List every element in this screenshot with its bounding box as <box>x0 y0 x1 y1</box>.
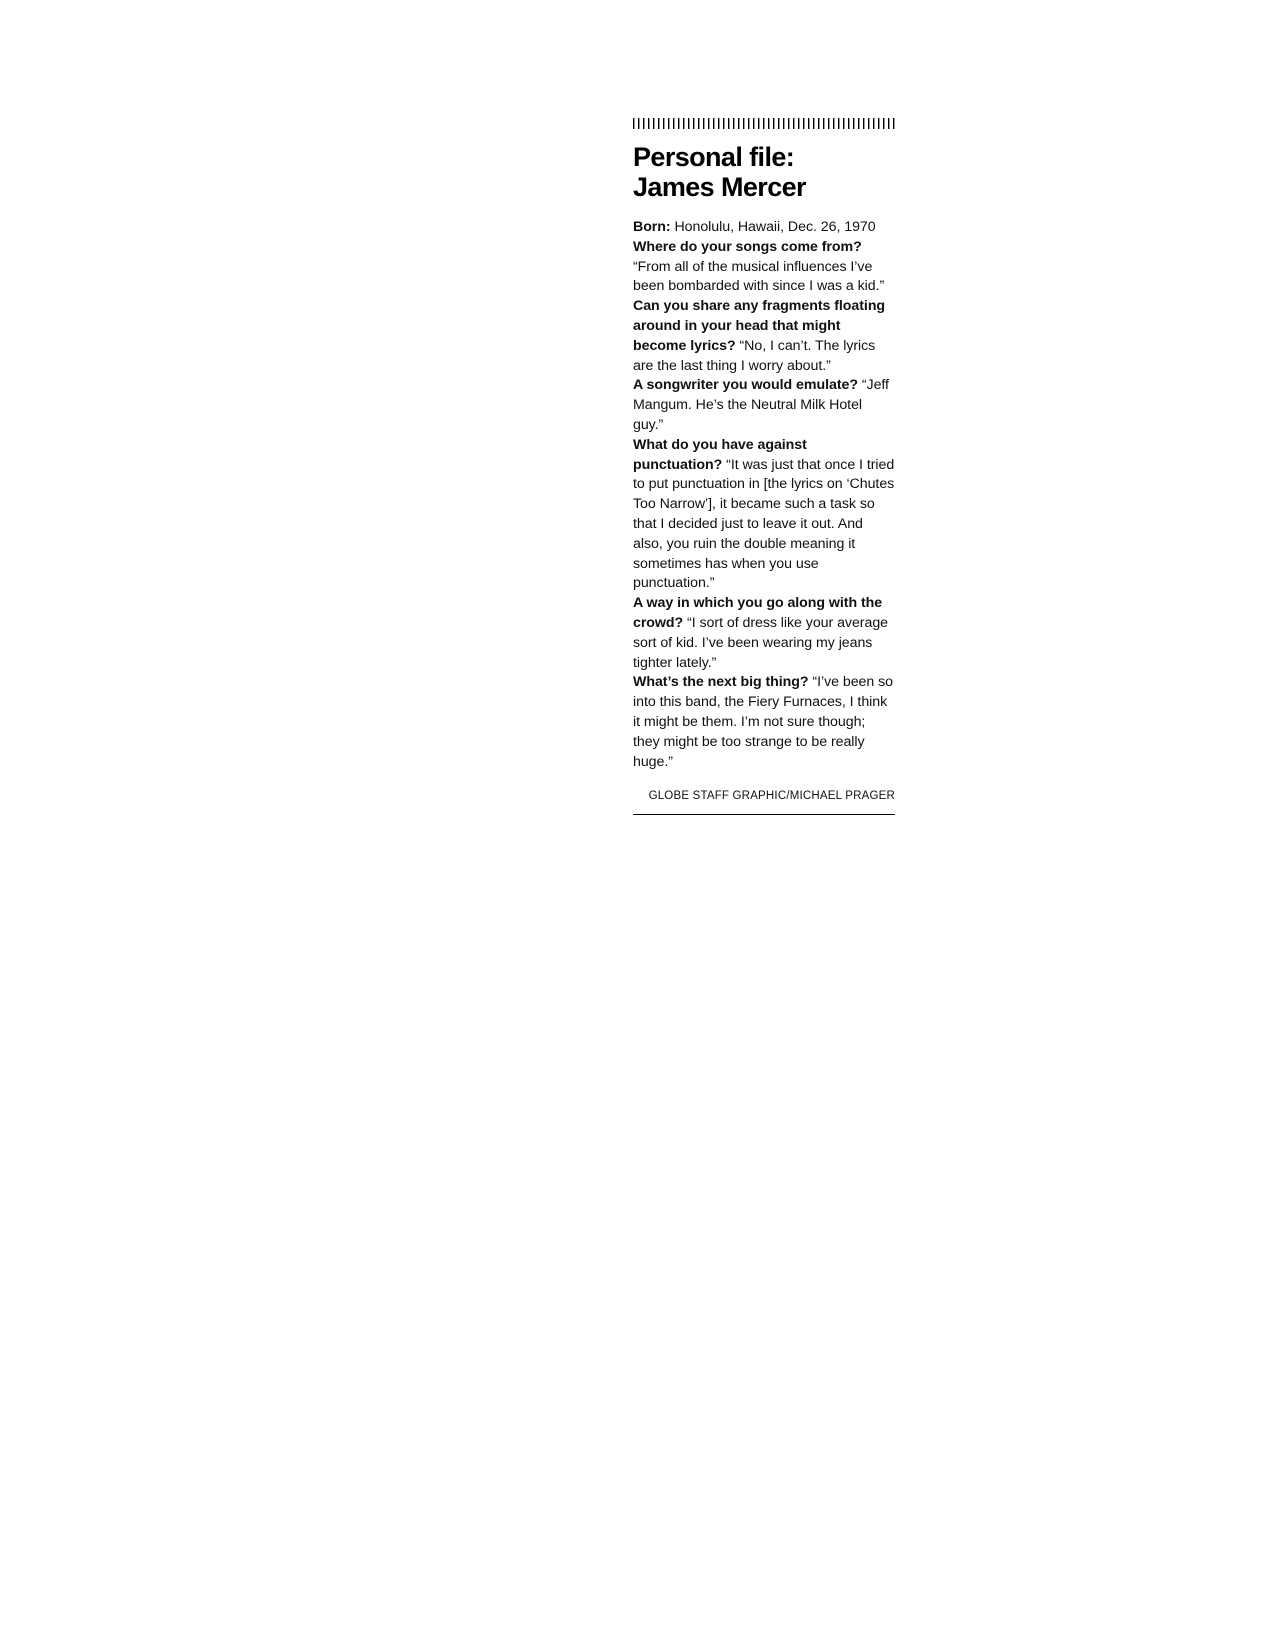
qa-entry <box>633 376 895 435</box>
qa-answer: “No, I can’t. The lyrics are the last thing I worry about.” <box>633 337 876 374</box>
qa-question: Can you share any fragments floating around in your head that might become lyrics? <box>633 298 886 354</box>
personal-file-module <box>633 118 895 815</box>
qa-question: Born: <box>633 219 671 235</box>
page-title <box>633 142 895 202</box>
qa-entry <box>633 297 895 376</box>
qa-answer: “I’ve been so into this band, the Fiery Furnaces, I think it might be them. I’m not sure though; they might be too strange to be really huge.” <box>633 674 893 770</box>
qa-answer: Honolulu, Hawaii, Dec. 26, 1970 <box>670 219 876 235</box>
qa-entry <box>633 238 895 297</box>
qa-question: What do you have against punctuation? <box>633 436 807 473</box>
qa-question: What’s the next big thing? <box>633 674 809 691</box>
qa-question: A songwriter you would emulate? <box>633 377 858 394</box>
qa-entry <box>633 594 895 673</box>
qa-list <box>633 218 895 772</box>
qa-entry <box>633 218 895 238</box>
qa-entry <box>633 673 895 772</box>
qa-answer: “Jeff Mangum. He’s the Neutral Milk Hotel guy.” <box>633 377 889 433</box>
qa-answer: “I sort of dress like your average sort of kid. I’ve been wearing my jeans tighter lately.” <box>633 614 888 671</box>
headline-line-1: Personal file: <box>633 142 795 172</box>
qa-answer: “From all of the musical influences I’ve been bombarded with since I was a kid.” <box>633 258 885 295</box>
bottom-divider <box>633 814 895 815</box>
qa-entry <box>633 436 895 594</box>
qa-question: Where do your songs come from? <box>633 238 862 255</box>
qa-answer: “It was just that once I tried to put punctuation in [the lyrics on ‘Chutes Too Narrow’], it became such a task so that I decided just to leave it out. And also, you ruin the double meaning it sometimes has when you use punctuation.” <box>633 456 895 592</box>
dotted-tick-rule-icon <box>633 118 895 130</box>
qa-question: A way in which you go along with the crowd? <box>633 595 883 631</box>
headline-line-2: James Mercer <box>633 172 806 202</box>
graphic-credit: GLOBE STAFF GRAPHIC/MICHAEL PRAGER <box>648 790 895 803</box>
